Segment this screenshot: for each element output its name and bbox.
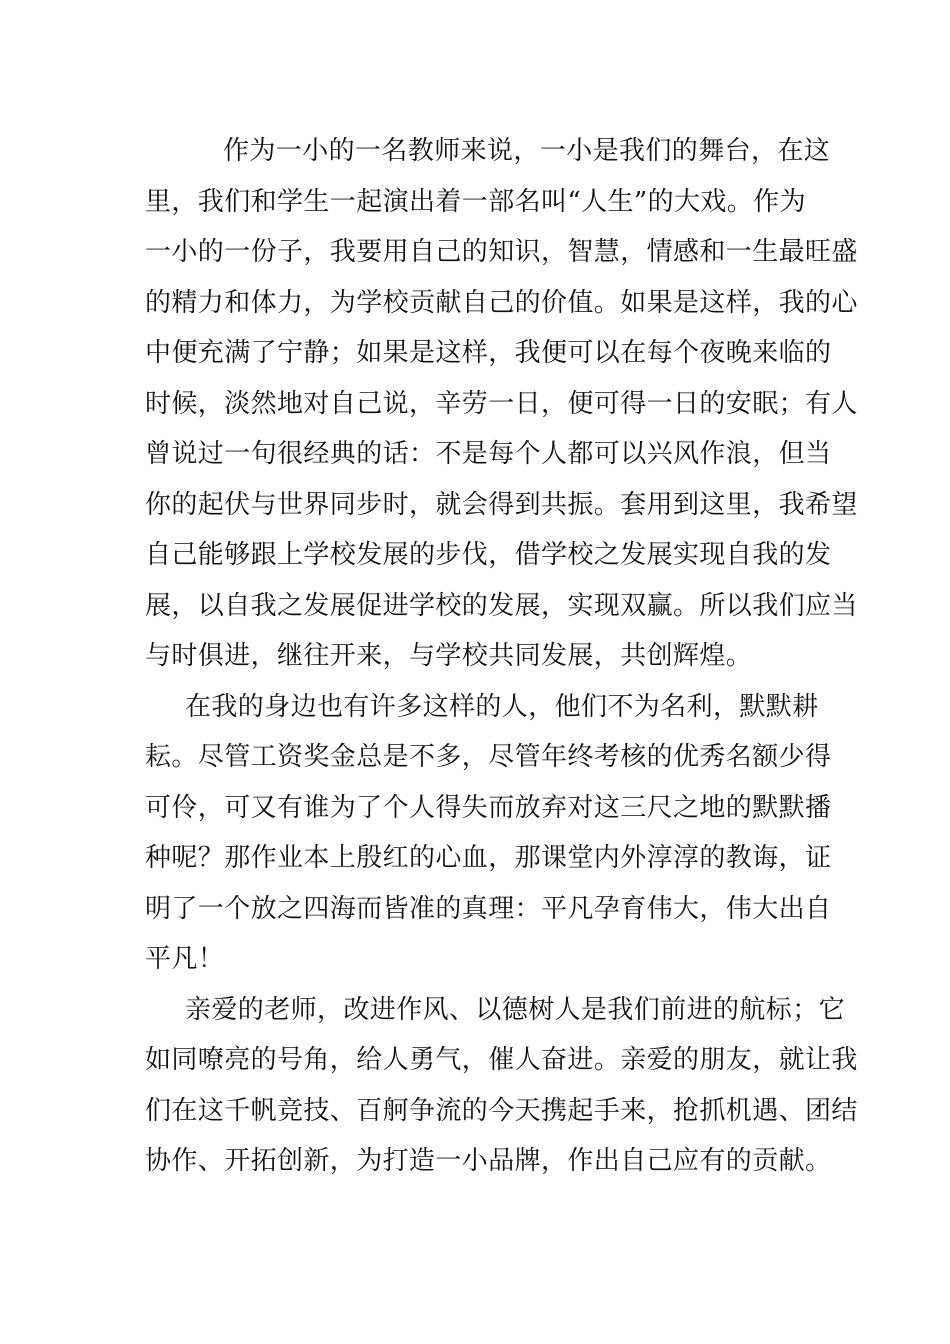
text-line: 耘。尽管工资奖金总是不多，尽管年终考核的优秀名额少得 <box>145 742 832 772</box>
text-line: 平凡！ <box>145 944 225 974</box>
text-line: 展，以自我之发展促进学校的发展，实现双赢。所以我们应当 <box>145 590 858 621</box>
paragraph-2 <box>145 682 832 985</box>
text-line: 自己能够跟上学校发展的步伐，借学校之发展实现自我的发 <box>145 540 832 570</box>
text-line: 们在这千帆竞技、百舸争流的今天携起手来，抢抓机遇、团结 <box>145 1095 858 1126</box>
text-line: 种呢？那作业本上殷红的心血，那课堂内外淳淳的教诲，证 <box>145 843 832 873</box>
document-page <box>145 126 858 1187</box>
paragraph-1 <box>145 126 858 682</box>
text-line: 可伶，可又有谁为了个人得失而放弃对这三尺之地的默默播 <box>145 792 832 823</box>
text-line: 与时俱进，继往开来，与学校共同发展，共创辉煌。 <box>145 641 753 671</box>
text-line: 曾说过一句很经典的话：不是每个人都可以兴风作浪，但当 <box>145 439 832 469</box>
text-line: 里，我们和学生一起演出着一部名叫“人生”的大戏。作为 <box>145 186 806 217</box>
text-line: 明了一个放之四海而皆准的真理：平凡孕育伟大，伟大出自 <box>145 893 832 924</box>
text-line: 的精力和体力，为学校贡献自己的价值。如果是这样，我的心 <box>145 287 858 318</box>
text-line: 你的起伏与世界同步时，就会得到共振。套用到这里，我希望 <box>145 489 858 520</box>
text-line: 在我的身边也有许多这样的人，他们不为名利，默默耕 <box>185 691 819 722</box>
text-line: 亲爱的老师，改进作风、以德树人是我们前进的航标；它 <box>185 994 846 1025</box>
text-line: 时候，淡然地对自己说，辛劳一日，便可得一日的安眠；有人 <box>145 388 858 419</box>
text-line: 如同嘹亮的号角，给人勇气，催人奋进。亲爱的朋友，就让我 <box>145 1045 858 1075</box>
text-line: 协作、开拓创新，为打造一小品牌，作出自己应有的贡献。 <box>145 1146 832 1176</box>
text-line: 一小的一份子，我要用自己的知识，智慧，情感和一生最旺盛 <box>145 237 858 267</box>
paragraph-3 <box>145 985 858 1187</box>
text-line: 作为一小的一名教师来说，一小是我们的舞台，在这 <box>223 136 831 166</box>
text-line: 中便充满了宁静；如果是这样，我便可以在每个夜晚来临的 <box>145 338 832 368</box>
